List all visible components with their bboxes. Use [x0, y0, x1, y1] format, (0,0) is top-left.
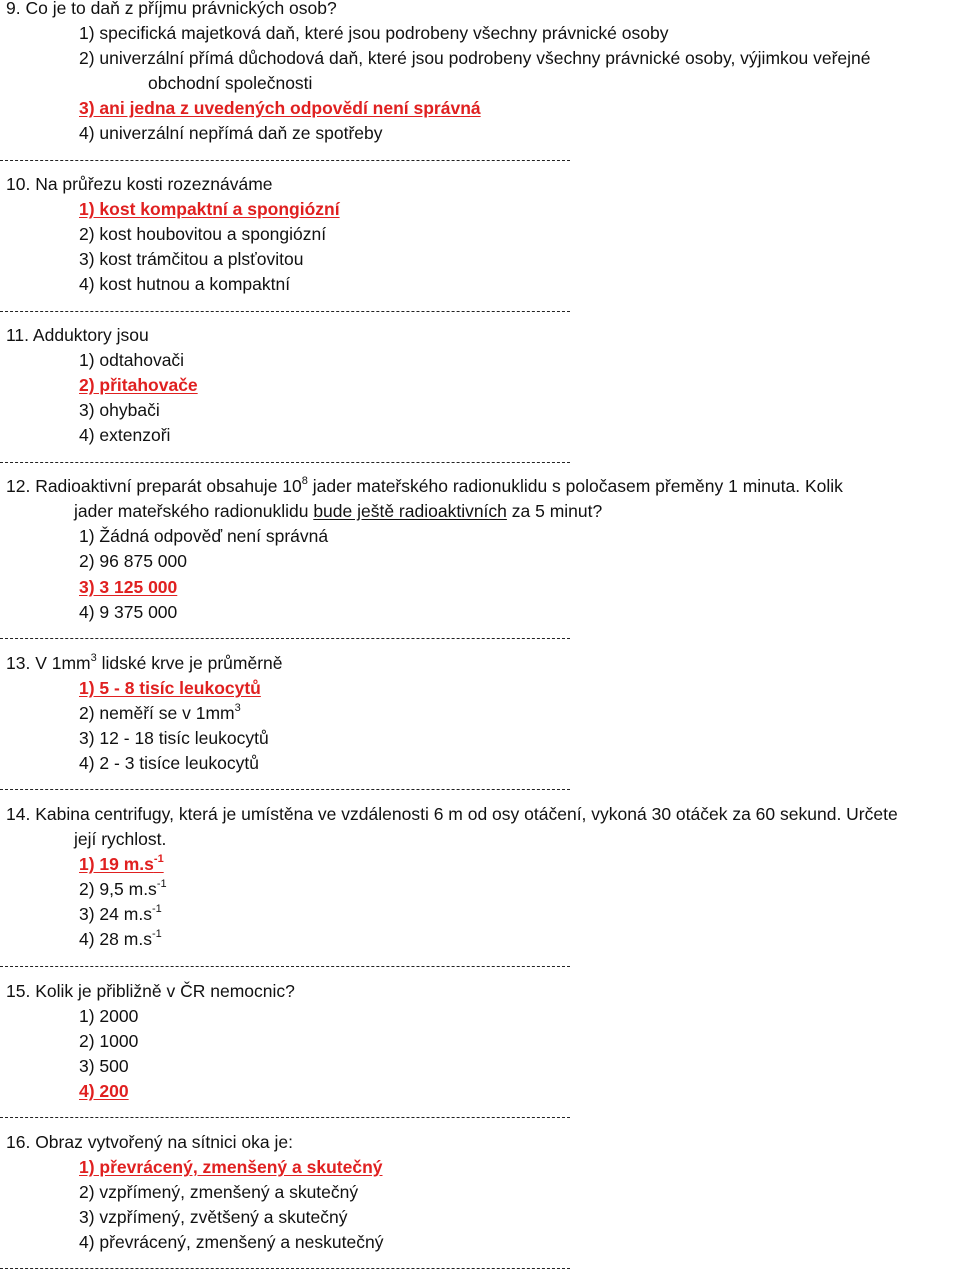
q12-exponent: 8	[301, 475, 308, 487]
separator	[0, 638, 570, 639]
q14-option-4	[79, 929, 162, 949]
q13-option-3: 3) 12 - 18 tisíc leukocytů	[79, 728, 269, 748]
q16-option-2: 2) vzpřímený, zmenšený a skutečný	[79, 1182, 359, 1202]
question-10: 10. Na průřezu kosti rozeznáváme	[6, 174, 273, 194]
q14-option-1-correct	[79, 854, 164, 874]
separator	[0, 1117, 570, 1118]
q12-line2-underlined: bude ještě radioaktivních	[313, 501, 507, 521]
separator	[0, 462, 570, 463]
q11-option-4: 4) extenzoři	[79, 425, 171, 445]
q11-option-2-correct: 2) přitahovače	[79, 375, 198, 395]
q15-option-2: 2) 1000	[79, 1031, 139, 1051]
q13-option-1-correct: 1) 5 - 8 tisíc leukocytů	[79, 678, 261, 698]
q11-option-3: 3) ohybači	[79, 400, 160, 420]
q12-line2-b: za 5 minut?	[506, 501, 603, 521]
question-16: 16. Obraz vytvořený na sítnici oka je:	[6, 1132, 293, 1152]
q14-opt3-text: 3) 24 m.s	[79, 904, 152, 924]
q13-option-2	[79, 703, 241, 723]
q12-text-b: jader mateřského radionuklidu s poločasem přeměny 1 minuta. Kolik	[307, 476, 843, 496]
q12-line2-a: jader mateřského radionuklidu	[74, 501, 314, 521]
q14-opt1-text: 1) 19 m.s	[79, 854, 154, 874]
q16-option-3: 3) vzpřímený, zvětšený a skutečný	[79, 1207, 348, 1227]
q10-option-4: 4) kost hutnou a kompaktní	[79, 274, 291, 294]
q9-option-3-correct: 3) ani jedna z uvedených odpovědí není správná	[79, 98, 481, 118]
q10-option-2: 2) kost houbovitou a spongiózní	[79, 224, 327, 244]
question-14-cont: její rychlost.	[74, 829, 167, 849]
q12-option-1: 1) Žádná odpověď není správná	[79, 526, 329, 546]
q13-text-b: lidské krve je průměrně	[96, 653, 283, 673]
q10-option-1-correct: 1) kost kompaktní a spongiózní	[79, 199, 340, 219]
q15-option-4-correct: 4) 200	[79, 1081, 129, 1101]
separator	[0, 311, 570, 312]
q12-option-3-correct: 3) 3 125 000	[79, 577, 178, 597]
q13-opt2-text: 2) neměří se v 1mm	[79, 703, 235, 723]
q16-option-4: 4) převrácený, zmenšený a neskutečný	[79, 1232, 384, 1252]
q14-opt1-exponent: -1	[153, 853, 164, 865]
q14-option-2	[79, 879, 167, 899]
q9-option-4: 4) univerzální nepřímá daň ze spotřeby	[79, 123, 383, 143]
q9-option-1: 1) specifická majetková daň, které jsou podrobeny všechny právnické osoby	[79, 23, 669, 43]
q16-option-1-correct: 1) převrácený, zmenšený a skutečný	[79, 1157, 383, 1177]
q14-opt4-exponent: -1	[151, 928, 162, 940]
separator	[0, 160, 570, 161]
q14-opt2-text: 2) 9,5 m.s	[79, 879, 157, 899]
q14-opt4-text: 4) 28 m.s	[79, 929, 152, 949]
q14-option-3	[79, 904, 162, 924]
separator	[0, 966, 570, 967]
q13-option-4: 4) 2 - 3 tisíce leukocytů	[79, 753, 259, 773]
q13-opt2-exponent: 3	[234, 702, 241, 714]
question-13	[6, 653, 283, 673]
question-12	[6, 476, 843, 496]
question-12-cont	[74, 501, 602, 521]
q9-option-2-cont: obchodní společnosti	[148, 73, 313, 93]
q14-opt3-exponent: -1	[151, 903, 162, 915]
q13-text-a: 13. V 1mm	[6, 653, 91, 673]
q11-option-1: 1) odtahovači	[79, 350, 185, 370]
question-15: 15. Kolik je přibližně v ČR nemocnic?	[6, 981, 295, 1001]
q15-option-1: 1) 2000	[79, 1006, 139, 1026]
q13-exponent: 3	[90, 652, 97, 664]
q9-option-2: 2) univerzální přímá důchodová daň, které jsou podrobeny všechny právnické osoby, výjimkou veřejné	[79, 48, 871, 68]
q15-option-3: 3) 500	[79, 1056, 129, 1076]
separator	[0, 789, 570, 790]
q10-option-3: 3) kost trámčitou a plsťovitou	[79, 249, 304, 269]
q12-text-a: 12. Radioaktivní preparát obsahuje 10	[6, 476, 302, 496]
question-14: 14. Kabina centrifugy, která je umístěna ve vzdálenosti 6 m od osy otáčení, vykoná 30 otáček za 60 sekund. Určete	[6, 804, 898, 824]
separator	[0, 1268, 570, 1269]
question-11: 11. Adduktory jsou	[6, 325, 149, 345]
q12-option-4: 4) 9 375 000	[79, 602, 178, 622]
q12-option-2: 2) 96 875 000	[79, 551, 188, 571]
q14-opt2-exponent: -1	[156, 878, 167, 890]
question-9: 9. Co je to daň z příjmu právnických osob?	[6, 0, 337, 18]
